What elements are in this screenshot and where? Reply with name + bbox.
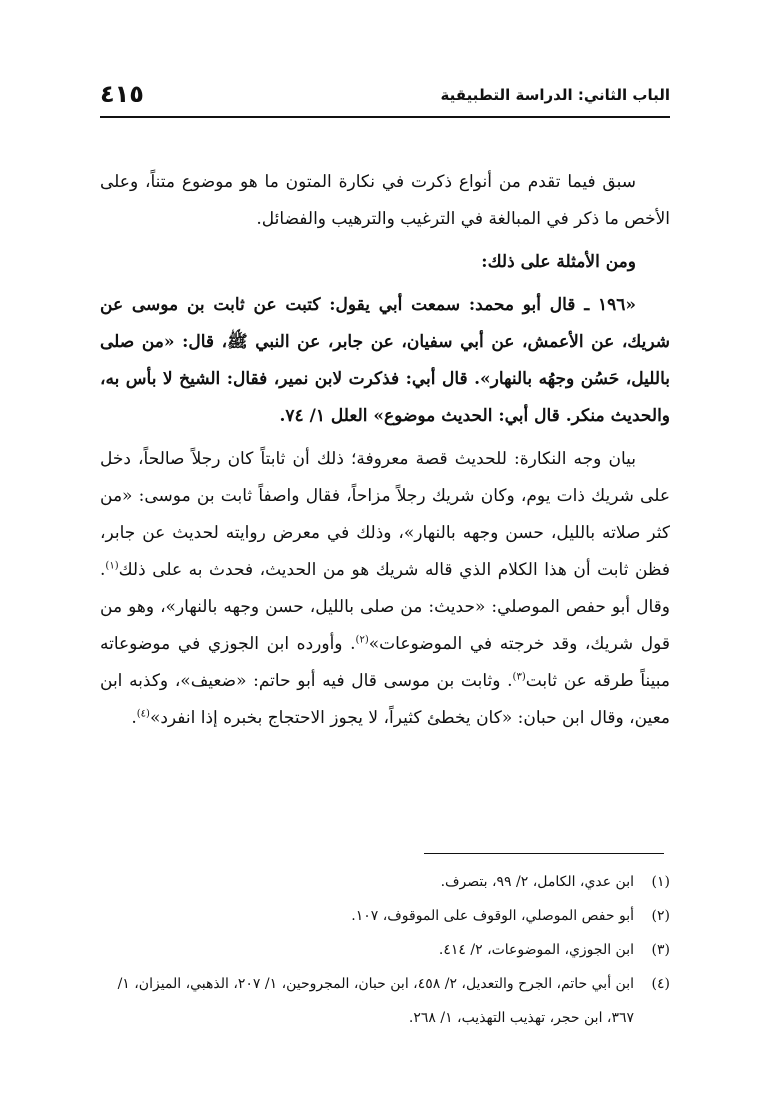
explanation-text: . وأورده ابن الجوزي في موضوعاته مبيناً طرقه عن ثابت <box>100 634 670 691</box>
intro-paragraph: سبق فيما تقدم من أنواع ذكرت في نكارة المتون ما هو موضوع متناً، وعلى الأخص ما ذكر في المبالغة في الترغيب والترهيب والفضائل. <box>100 172 670 229</box>
footnote-ref-1: (١) <box>105 560 119 572</box>
footnote-text: ابن الجوزي، الموضوعات، ٢/ ٤١٤. <box>438 942 634 958</box>
main-text <box>100 164 670 737</box>
footnote-text: ابن أبي حاتم، الجرح والتعديل، ٢/ ٤٥٨، ابن حبان، المجروحين، ١/ ٢٠٧، الذهبي، الميزان، ١/ ٣٦٧، ابن حجر، تهذيب التهذيب، ١/ ٢٦٨. <box>117 976 634 1026</box>
hadith-quote: «١٩٦ ـ قال أبو محمد: سمعت أبي يقول: كتبت عن ثابت بن موسى عن شريك، عن الأعمش، عن أبي سفيان، عن جابر، عن النبي ﷺ، قال: «من صلى بالليل، حَسُن وجهُه بالنهار». قال أبي: فذكرت لابن نمير، فقال: الشيخ لا بأس به، والحديث منكر. قال أبي: الحديث موضوع» العلل ١/ ٧٤. <box>100 295 670 426</box>
footnote-number: (٣) <box>651 942 670 958</box>
explanation-text: بيان وجه النكارة: للحديث قصة معروفة؛ ذلك أن ثابتاً كان رجلاً صالحاً، دخل على شريك ذات يوم، وكان شريك رجلاً مزاحاً، فقال واصفاً ثابت بن موسى: «من كثر صلاته بالليل، حسن وجهه بالنهار»، وذلك في معرض روايته لحديث عن جابر، فظن ثابت أن هذا الكلام الذي قاله شريك هو من الحديث، فحدث به على ذلك <box>100 449 670 580</box>
footnote-number: (١) <box>651 874 670 890</box>
chapter-title: الباب الثاني: الدراسة التطبيقية <box>440 86 670 104</box>
footnote-number: (٤) <box>651 976 670 992</box>
footnote-number: (٢) <box>651 908 670 924</box>
footnote-item <box>100 865 670 899</box>
running-header <box>100 82 670 118</box>
explanation-text: . <box>131 708 137 728</box>
footnote-item <box>100 933 670 967</box>
footnote-item <box>100 967 670 1035</box>
footnote-ref-3: (٣) <box>512 671 526 683</box>
footnote-text: ابن عدي، الكامل، ٢/ ٩٩، بتصرف. <box>440 874 634 890</box>
footnote-item <box>100 899 670 933</box>
footnote-divider <box>424 853 664 854</box>
page-number: ٤١٥ <box>100 80 144 108</box>
footnotes <box>100 865 670 1035</box>
examples-heading: ومن الأمثلة على ذلك: <box>481 252 636 272</box>
footnote-ref-2: (٢) <box>355 634 369 646</box>
explanation-paragraph <box>100 441 670 737</box>
explanation-text: . وثابت بن موسى قال فيه أبو حاتم: «ضعيف»، وكذبه ابن معين، وقال ابن حبان: «كان يخطئ كثيراً، لا يجوز الاحتجاج بخبره إذا انفرد» <box>100 671 670 728</box>
footnote-text: أبو حفص الموصلي، الوقوف على الموقوف، ١٠٧. <box>351 908 634 924</box>
explanation-text: . وقال أبو حفص الموصلي: «حديث: من صلى بالليل، حسن وجهه بالنهار»، وهو من قول شريك، وقد خرجته في الموضوعات» <box>100 560 670 654</box>
footnote-ref-4: (٤) <box>136 708 150 720</box>
